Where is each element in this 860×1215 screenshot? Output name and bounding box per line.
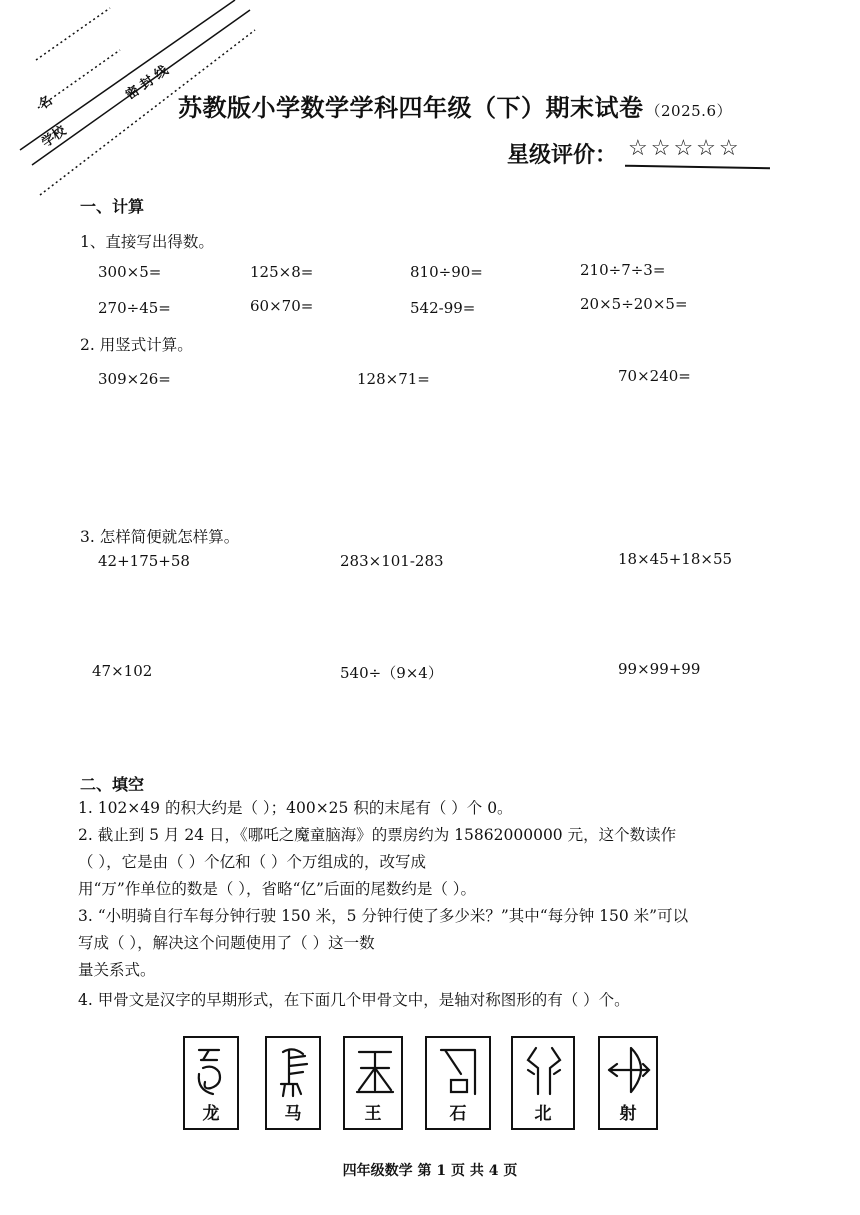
q1-expr: 300×5= [98, 263, 162, 281]
oracle-shi-icon [437, 1044, 481, 1100]
section2-heading: 二、填空 [80, 775, 145, 794]
q1-expr: 542-99= [410, 299, 476, 317]
q1-expr: 210÷7÷3= [580, 261, 666, 279]
oracle-card-long [183, 1036, 239, 1130]
oracle-label: 石 [449, 1104, 467, 1124]
q1-expr: 270÷45= [98, 299, 171, 317]
fill-line: 4. 甲骨文是汉字的早期形式，在下面几个甲骨文中，是轴对称图形的有（ ）个。 [78, 991, 630, 1009]
oracle-label: 马 [284, 1104, 302, 1124]
q3-title: 3. 怎样简便就怎样算。 [80, 528, 240, 546]
fill-line: 写成（ ），解决这个问题使用了（ ）这一数 [78, 934, 375, 952]
section1-heading: 一、计算 [80, 197, 145, 216]
oracle-bone-cards [183, 1036, 663, 1136]
q3-expr: 283×101-283 [340, 552, 444, 570]
oracle-card-shi [425, 1036, 491, 1130]
rating-label: 星级评价： [507, 142, 618, 168]
oracle-label: 北 [534, 1104, 552, 1124]
q2-title: 2. 用竖式计算。 [80, 336, 193, 354]
q1-expr: 20×5÷20×5= [580, 295, 688, 313]
oracle-card-she [598, 1036, 658, 1130]
q3-expr: 18×45+18×55 [618, 550, 733, 568]
oracle-label: 王 [364, 1104, 382, 1124]
exam-title-text: 苏教版小学数学学科四年级（下）期末试卷 [178, 93, 644, 122]
oracle-ma-icon [271, 1044, 315, 1100]
q1-expr: 810÷90= [410, 263, 483, 281]
fill-line: 用“万”作单位的数是（ ），省略“亿”后面的尾数约是（ ）。 [78, 880, 477, 898]
oracle-card-wang [343, 1036, 403, 1130]
oracle-bei-icon [522, 1044, 566, 1100]
rating-stars-icon: ☆☆☆☆☆ [628, 136, 742, 161]
rating-underline [625, 165, 770, 170]
oracle-label: 龙 [202, 1104, 220, 1124]
oracle-label: 射 [619, 1104, 637, 1124]
q3-expr: 47×102 [92, 662, 153, 680]
q3-expr: 540÷（9×4） [340, 664, 443, 682]
oracle-she-icon [607, 1044, 651, 1100]
margin-school-label: 学校 [39, 123, 70, 151]
fill-line: （ ），它是由（ ）个亿和（ ）个万组成的，改写成 [78, 853, 427, 871]
q3-expr: 99×99+99 [618, 660, 701, 678]
exam-title [178, 88, 732, 123]
fill-line: 1. 102×49 的积大约是（ ）；400×25 积的末尾有（ ）个 0。 [78, 799, 513, 817]
oracle-long-icon [189, 1044, 233, 1100]
fill-line: 量关系式。 [78, 961, 156, 979]
q3-expr: 42+175+58 [98, 552, 190, 570]
q2-expr: 70×240= [618, 367, 691, 385]
exam-year: （2025.6） [645, 102, 732, 120]
fill-line: 3. “小明骑自行车每分钟行驶 150 米，5 分钟行使了多少米？”其中“每分钟 150 米”可以 [78, 907, 689, 925]
fill-line: 2. 截止到 5 月 24 日，《哪吒之魔童脑海》的票房约为 15862000000 元，这个数读作 [78, 826, 677, 844]
q1-title: 1、直接写出得数。 [80, 233, 214, 251]
q1-expr: 125×8= [250, 263, 314, 281]
q2-expr: 128×71= [357, 370, 430, 388]
q1-expr: 60×70= [250, 297, 314, 315]
margin-name-label: 名 [36, 93, 56, 114]
oracle-wang-icon [353, 1044, 397, 1100]
q2-expr: 309×26= [98, 370, 171, 388]
margin-seal-label: 密 封 线 [123, 63, 172, 104]
page-footer: 四年级数学 第 1 页 共 4 页 [342, 1163, 518, 1179]
oracle-card-ma [265, 1036, 321, 1130]
oracle-card-bei [511, 1036, 575, 1130]
